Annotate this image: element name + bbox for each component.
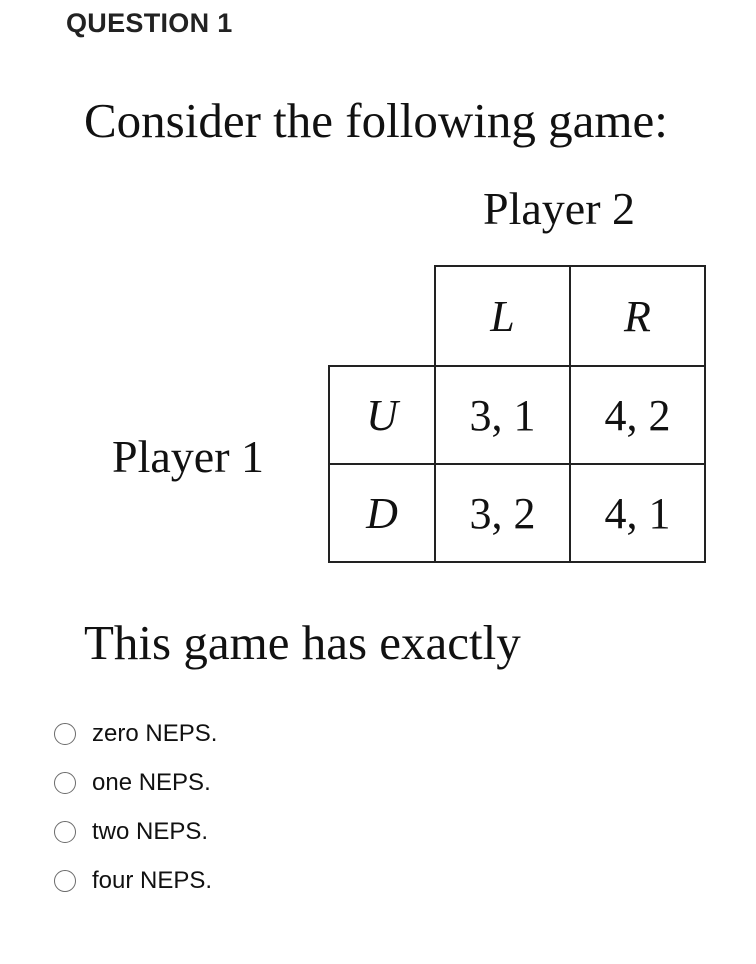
answer-option-label: one NEPS. [92,769,211,796]
answer-option-one[interactable] [54,765,217,801]
payoff-row-d [329,464,705,562]
payoff-cell-u-r: 4, 2 [570,366,705,464]
payoff-cell-u-l: 3, 1 [435,366,570,464]
column-header-row [329,266,705,366]
row-header-u: U [329,366,435,464]
radio-button[interactable] [54,821,76,843]
radio-button[interactable] [54,870,76,892]
row-header-d: D [329,464,435,562]
payoff-cell-d-r: 4, 1 [570,464,705,562]
column-header-l: L [435,266,570,366]
question-prompt: Consider the following game: [84,93,668,148]
radio-button[interactable] [54,772,76,794]
payoff-row-u [329,366,705,464]
column-header-r: R [570,266,705,366]
answer-option-label: four NEPS. [92,867,213,894]
payoff-cell-d-l: 3, 2 [435,464,570,562]
radio-button[interactable] [54,723,76,745]
answer-option-label: two NEPS. [92,818,209,845]
answer-option-label: zero NEPS. [92,720,218,747]
answer-option-two[interactable] [54,814,217,850]
answer-option-four[interactable] [54,863,217,899]
payoff-matrix [328,265,706,563]
question-heading: QUESTION 1 [66,8,233,38]
answer-option-zero[interactable] [54,716,217,752]
player2-label: Player 2 [483,183,636,234]
player1-label: Player 1 [112,431,265,482]
answer-options [54,716,217,912]
empty-corner-cell [329,266,435,366]
question-stem: This game has exactly [84,615,521,670]
